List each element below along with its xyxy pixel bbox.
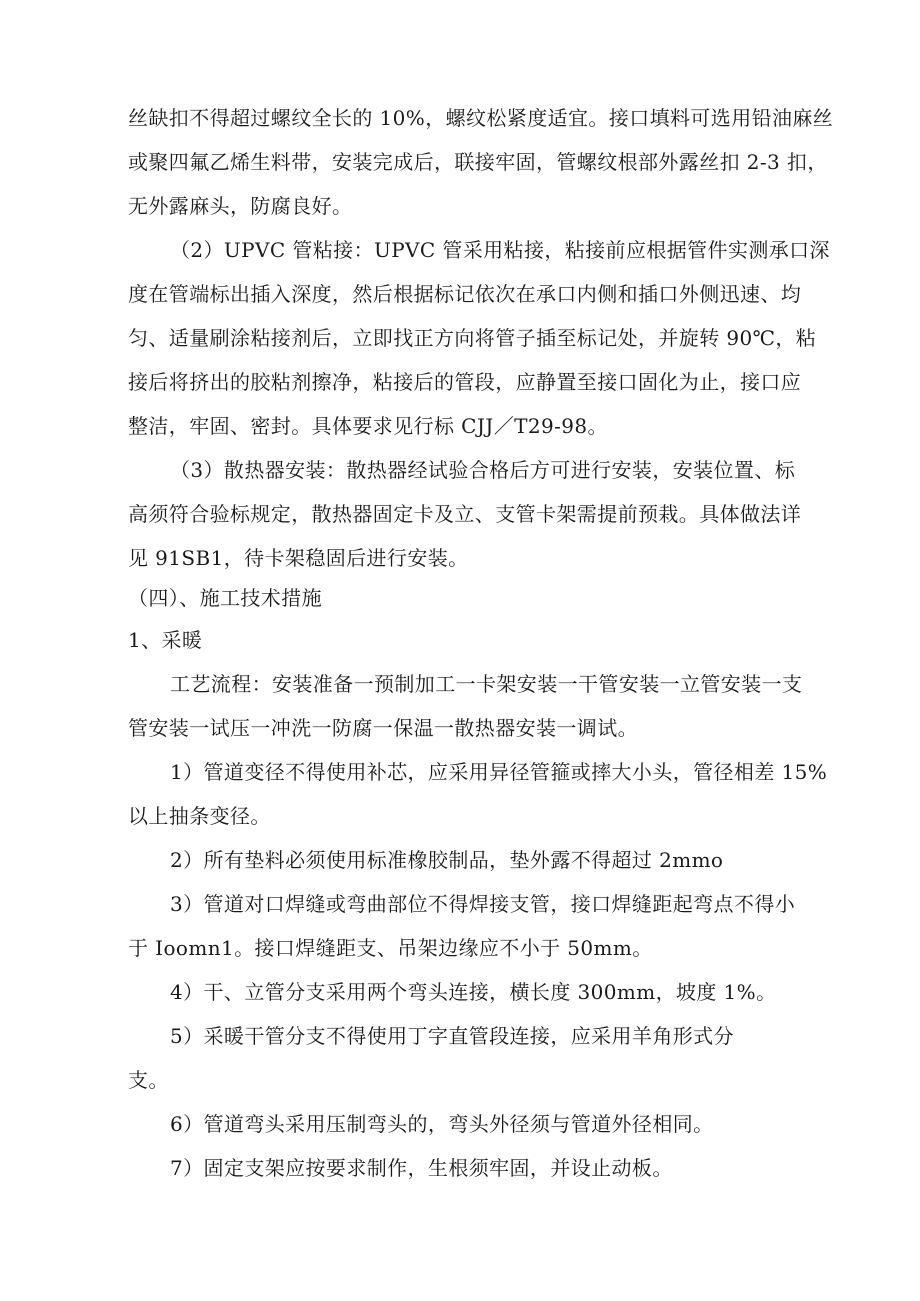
list-item: 3）管道对口焊缝或弯曲部位不得焊接支管，接口焊缝距起弯点不得小 bbox=[170, 892, 796, 916]
list-item: 2）所有垫料必须使用标准橡胶制品，垫外露不得超过 2mmo bbox=[170, 848, 724, 872]
text-line: 支。 bbox=[128, 1068, 169, 1092]
text-line: 管安装一试压一冲洗一防腐一保温一散热器安装一调试。 bbox=[128, 716, 638, 740]
text-line: 接后将挤出的胶粘剂擦净，粘接后的管段，应静置至接口固化为止，接口应 bbox=[128, 370, 802, 394]
text-line: 工艺流程：安装准备一预制加工一卡架安装一干管安装一立管安装一支 bbox=[170, 672, 803, 696]
text-line: （3）散热器安装：散热器经试验合格后方可进行安装，安装位置、标 bbox=[170, 458, 796, 482]
list-item: 7）固定支架应按要求制作，生根须牢固，并设止动板。 bbox=[170, 1156, 673, 1180]
list-item: 4）干、立管分支采用两个弯头连接，横长度 300mm，坡度 1%。 bbox=[170, 980, 777, 1004]
text-line: 于 Ioomn1。接口焊缝距支、吊架边缘应不小于 50mm。 bbox=[128, 936, 653, 960]
text-line: 高须符合验标规定，散热器固定卡及立、支管卡架需提前预栽。具体做法详 bbox=[128, 502, 802, 526]
list-item: 5）采暖干管分支不得使用丁字直管段连接，应采用羊角形式分 bbox=[170, 1024, 734, 1048]
text-line: 无外露麻头，防腐良好。 bbox=[128, 194, 353, 218]
text-line: 见 91SB1，待卡架稳固后进行安装。 bbox=[128, 546, 469, 570]
list-item: 1）管道变径不得使用补芯，应采用异径管箍或摔大小头，管径相差 15% bbox=[170, 760, 828, 784]
text-line: （2）UPVC 管粘接：UPVC 管采用粘接，粘接前应根据管件实测承口深 bbox=[170, 238, 830, 262]
text-line: 以上抽条变径。 bbox=[128, 804, 271, 828]
subsection-heading: 1、采暖 bbox=[128, 628, 203, 652]
text-line: 或聚四氟乙烯生料带，安装完成后，联接牢固，管螺纹根部外露丝扣 2-3 扣， bbox=[128, 150, 828, 174]
text-line: 丝缺扣不得超过螺纹全长的 10%，螺纹松紧度适宜。接口填料可选用铅油麻丝 bbox=[128, 106, 834, 130]
text-line: 整洁，牢固、密封。具体要求见行标 CJJ／T29-98。 bbox=[128, 414, 608, 438]
text-line: 匀、适量刷涂粘接剂后，立即找正方向将管子插至标记处，并旋转 90℃，粘 bbox=[128, 326, 817, 350]
list-item: 6）管道弯头采用压制弯头的，弯头外径须与管道外径相同。 bbox=[170, 1112, 714, 1136]
text-line: 度在管端标出插入深度，然后根据标记依次在承口内侧和插口外侧迅速、均 bbox=[128, 282, 802, 306]
section-heading: （四）、施工技术措施 bbox=[128, 586, 322, 610]
